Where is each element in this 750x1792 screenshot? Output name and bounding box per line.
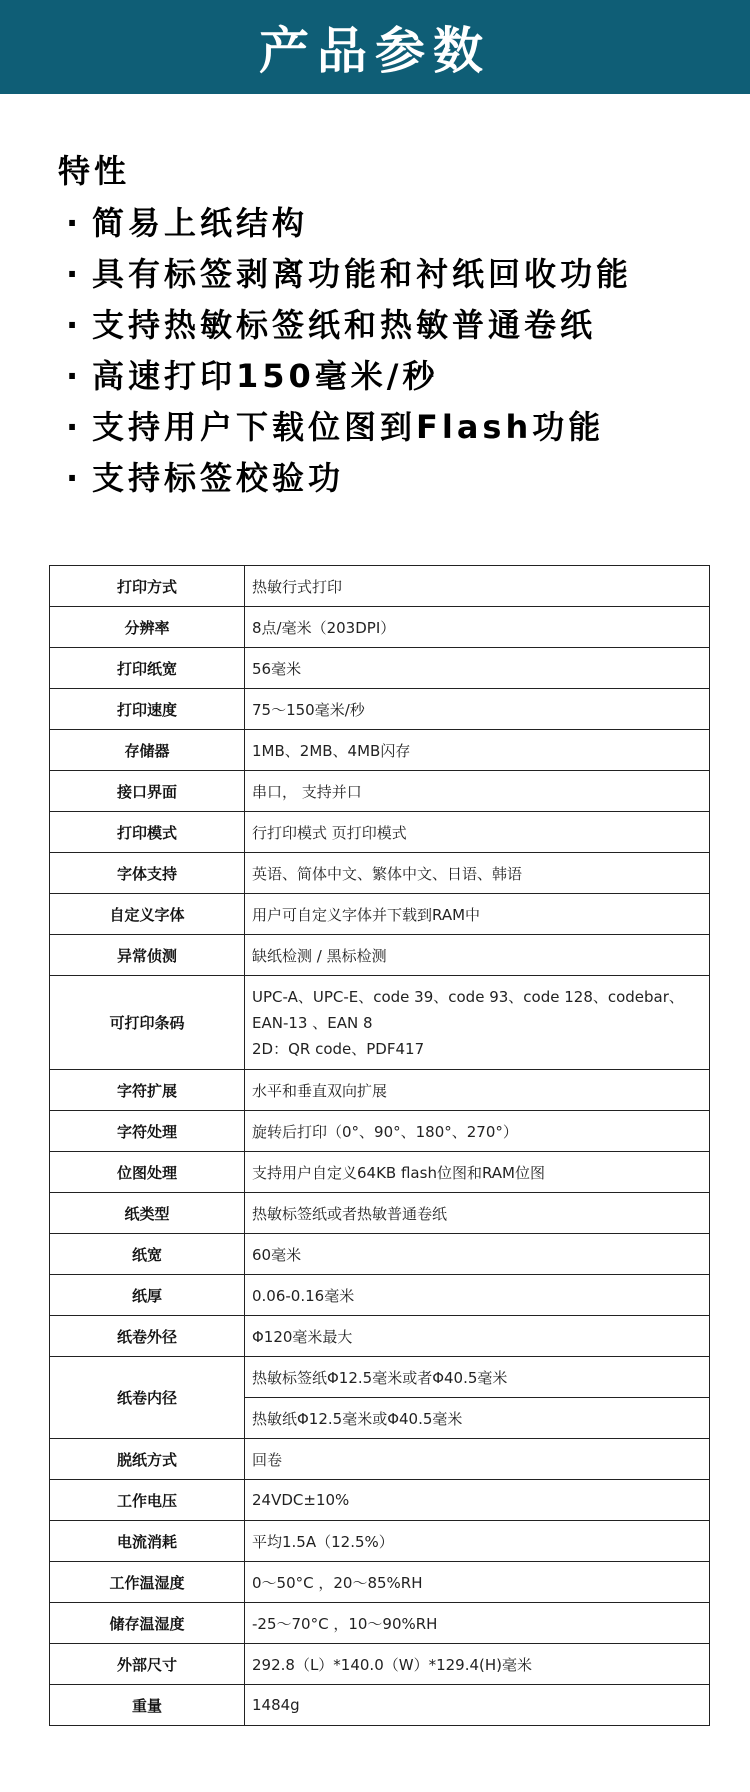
bullet-icon: ·: [66, 255, 83, 293]
spec-value: 缺纸检测 / 黑标检测: [245, 935, 710, 976]
table-row: [50, 1275, 710, 1316]
spec-value: 旋转后打印（0°、90°、180°、270°）: [245, 1111, 710, 1152]
spec-value: 56毫米: [245, 648, 710, 689]
table-row: [50, 1357, 710, 1398]
table-row: [50, 1562, 710, 1603]
spec-label: 工作温湿度: [50, 1562, 245, 1603]
spec-label: 存储器: [50, 730, 245, 771]
table-row: [50, 648, 710, 689]
spec-label: 纸宽: [50, 1234, 245, 1275]
spec-label: 异常侦测: [50, 935, 245, 976]
table-row: [50, 1316, 710, 1357]
bullet-icon: ·: [66, 459, 83, 497]
barcode-line: UPC-A、UPC-E、code 39、code 93、code 128、codebar、: [252, 987, 684, 1006]
spec-value: 平均1.5A（12.5%）: [245, 1521, 710, 1562]
spec-label: 脱纸方式: [50, 1439, 245, 1480]
spec-label: 分辨率: [50, 607, 245, 648]
features-section: [58, 146, 738, 504]
spec-label: 重量: [50, 1685, 245, 1726]
bullet-icon: ·: [66, 408, 83, 446]
barcode-line: 2D：QR code、PDF417: [252, 1039, 425, 1058]
spec-value: 0.06-0.16毫米: [245, 1275, 710, 1316]
spec-label: 电流消耗: [50, 1521, 245, 1562]
feature-item: · 具有标签剥离功能和衬纸回收功能: [58, 249, 738, 300]
spec-label: 可打印条码: [50, 976, 245, 1070]
table-row: [50, 935, 710, 976]
spec-value: 串口， 支持并口: [245, 771, 710, 812]
table-row: [50, 1152, 710, 1193]
feature-item: · 支持热敏标签纸和热敏普通卷纸: [58, 300, 738, 351]
spec-value: 热敏标签纸或者热敏普通卷纸: [245, 1193, 710, 1234]
spec-value: 热敏纸Φ12.5毫米或Φ40.5毫米: [245, 1398, 710, 1439]
feature-list: [58, 198, 738, 504]
table-row: [50, 853, 710, 894]
table-row: [50, 730, 710, 771]
table-row: [50, 1193, 710, 1234]
barcode-line: EAN-13 、EAN 8: [252, 1013, 373, 1032]
spec-value: 水平和垂直双向扩展: [245, 1070, 710, 1111]
features-heading: 特性: [58, 152, 131, 190]
spec-value: 热敏行式打印: [245, 566, 710, 607]
header-banner: [0, 0, 750, 94]
spec-value: 英语、简体中文、繁体中文、日语、韩语: [245, 853, 710, 894]
table-row: [50, 894, 710, 935]
spec-value: 用户可自定义字体并下载到RAM中: [245, 894, 710, 935]
table-row: [50, 566, 710, 607]
table-row: [50, 771, 710, 812]
spec-table: [49, 565, 710, 1726]
spec-value: Φ120毫米最大: [245, 1316, 710, 1357]
bullet-icon: ·: [66, 357, 83, 395]
spec-value: [245, 976, 710, 1070]
table-row: [50, 1644, 710, 1685]
spec-label: 打印模式: [50, 812, 245, 853]
spec-label: 打印纸宽: [50, 648, 245, 689]
table-row: [50, 1685, 710, 1726]
table-row: [50, 1521, 710, 1562]
table-row: [50, 1480, 710, 1521]
table-row: [50, 1111, 710, 1152]
spec-value: 行打印模式 页打印模式: [245, 812, 710, 853]
spec-label: 纸卷外径: [50, 1316, 245, 1357]
spec-label: 字体支持: [50, 853, 245, 894]
bullet-icon: ·: [66, 306, 83, 344]
page-title: 产品参数: [259, 22, 491, 80]
spec-value: 1484g: [245, 1685, 710, 1726]
feature-item: · 支持标签校验功: [58, 453, 738, 504]
table-row: [50, 1070, 710, 1111]
spec-value: 1MB、2MB、4MB闪存: [245, 730, 710, 771]
spec-label: 自定义字体: [50, 894, 245, 935]
feature-item: · 高速打印150毫米/秒: [58, 351, 738, 402]
spec-label: 字符扩展: [50, 1070, 245, 1111]
spec-value: 支持用户自定义64KB flash位图和RAM位图: [245, 1152, 710, 1193]
spec-value: 热敏标签纸Φ12.5毫米或者Φ40.5毫米: [245, 1357, 710, 1398]
spec-label: 纸类型: [50, 1193, 245, 1234]
table-row: [50, 812, 710, 853]
table-row: [50, 1603, 710, 1644]
bullet-icon: ·: [66, 204, 83, 242]
spec-value: 8点/毫米（203DPI）: [245, 607, 710, 648]
spec-value: 60毫米: [245, 1234, 710, 1275]
spec-label: 字符处理: [50, 1111, 245, 1152]
spec-label: 位图处理: [50, 1152, 245, 1193]
feature-item: · 简易上纸结构: [58, 198, 738, 249]
table-row: [50, 1234, 710, 1275]
spec-label: 打印速度: [50, 689, 245, 730]
spec-label: 储存温湿度: [50, 1603, 245, 1644]
spec-value: -25～70°C ，10～90%RH: [245, 1603, 710, 1644]
spec-value: 0～50°C ，20～85%RH: [245, 1562, 710, 1603]
spec-value: 75～150毫米/秒: [245, 689, 710, 730]
spec-label: 工作电压: [50, 1480, 245, 1521]
spec-value: 292.8（L）*140.0（W）*129.4(H)毫米: [245, 1644, 710, 1685]
feature-item: · 支持用户下载位图到Flash功能: [58, 402, 738, 453]
spec-label: 纸卷内径: [50, 1357, 245, 1439]
table-row: [50, 607, 710, 648]
spec-value: 回卷: [245, 1439, 710, 1480]
spec-label: 接口界面: [50, 771, 245, 812]
table-row: [50, 976, 710, 1070]
table-row: [50, 689, 710, 730]
spec-value: 24VDC±10%: [245, 1480, 710, 1521]
table-row: [50, 1439, 710, 1480]
spec-label: 打印方式: [50, 566, 245, 607]
spec-label: 外部尺寸: [50, 1644, 245, 1685]
spec-label: 纸厚: [50, 1275, 245, 1316]
